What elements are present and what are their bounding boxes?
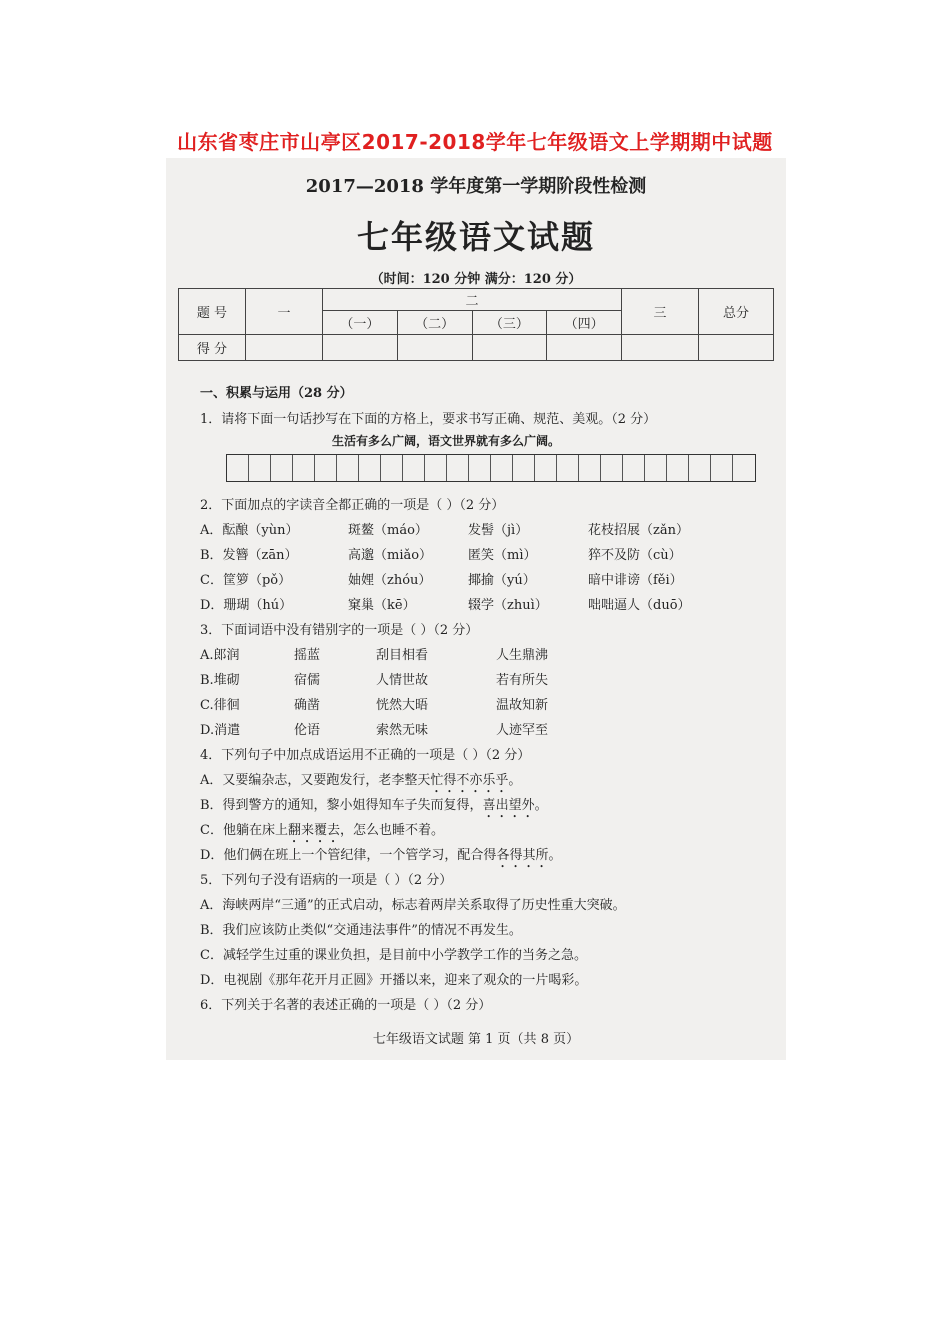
score-table-row-label: 得 分 [179,335,246,361]
q3-option-d-3: 索然无味 [376,723,429,738]
score-table [178,288,774,361]
q3-option-d-1: D.消遣 [200,723,241,738]
score-table-col-two: 二 [323,289,622,311]
q5-option-c: C．减轻学生过重的课业负担，是目前中小学教学工作的当务之急。 [200,948,587,963]
q3-option-c-3: 恍然大晤 [376,698,429,713]
q5-option-d: D．电视剧《那年花开月正圆》开播以来，迎来了观众的一片喝彩。 [200,973,588,988]
q2-option-a-1: A．酝酿（yùn） [200,523,299,538]
score-cell [397,335,472,361]
q2-option-d-2: 窠巢（kē） [348,598,416,613]
score-cell [246,335,323,361]
document-title: 山东省枣庄市山亭区2017-2018学年七年级语文上学期期中试题 [177,130,773,154]
q4-option-a: A．又要编杂志，又要跑发行，老李整天忙得不亦乐乎。 [200,773,522,788]
score-table-col-three: 三 [622,289,699,335]
q2-option-b-3: 匿笑（mì） [468,548,537,563]
q2-option-c-4: 暗中诽谤（fěi） [588,573,683,588]
q2-option-b-1: B．发簪（zān） [200,548,298,563]
q2-option-c-1: C．筐箩（pǒ） [200,573,292,588]
score-cell [622,335,699,361]
q3-option-a-3: 刮目相看 [376,648,429,663]
scanned-exam-page [166,158,786,1060]
subject-title: 七年级语文试题 [356,218,595,256]
score-table-subcol: （三） [472,311,547,335]
q4-option-b-idiom: 喜出望外 [482,798,535,813]
q2-option-b-4: 猝不及防（cù） [588,548,682,563]
q5-option-b: B．我们应该防止类似“交通违法事件”的情况不再发生。 [200,923,522,938]
q2-option-d-3: 辍学（zhuì） [468,598,548,613]
q2-option-b-2: 高邈（miǎo） [348,548,433,563]
q2-option-d-1: D．珊瑚（hú） [200,598,293,613]
q2-option-d-4: 咄咄逼人（duō） [588,598,691,613]
q3-option-b-3: 人情世故 [376,673,429,688]
question-5: 5．下列句子没有语病的一项是（ ）（2 分） [200,873,453,888]
score-table-row-label: 题 号 [179,289,246,335]
score-table-subcol: （二） [397,311,472,335]
q3-option-b-4: 若有所失 [496,673,549,688]
q4-option-d-idiom: 各得其所 [496,848,549,863]
score-cell [323,335,398,361]
q2-option-c-3: 揶揄（yú） [468,573,536,588]
score-cell [699,335,774,361]
q3-option-c-1: C.徘徊 [200,698,240,713]
question-3: 3．下面词语中没有错别字的一项是（ ）（2 分） [200,623,479,638]
q3-option-a-2: 摇蓝 [294,648,321,663]
question-1-sample-sentence: 生活有多么广阔，语文世界就有多么广阔。 [332,434,561,448]
q3-option-b-2: 宿儒 [294,673,321,688]
q3-option-d-2: 伦语 [294,723,321,738]
score-table-col-one: 一 [246,289,323,335]
writing-grid[interactable] [226,454,756,482]
q4-option-c: C．他躺在床上翻来覆去，怎么也睡不着。 [200,823,444,838]
section-heading: 一、积累与运用（28 分） [200,386,353,401]
question-2: 2．下面加点的字读音全都正确的一项是（ ）（2 分） [200,498,505,513]
q3-option-a-4: 人生鼎沸 [496,648,549,663]
q3-option-c-2: 确凿 [294,698,321,713]
exam-title: 2017—2018 学年度第一学期阶段性检测 [305,176,647,197]
q2-option-a-3: 发髻（jì） [468,523,529,538]
q4-option-d: D．他们俩在班上一个管纪律，一个管学习，配合得各得其所。 [200,848,562,863]
question-6: 6．下列关于名著的表述正确的一项是（ ）（2 分） [200,998,492,1013]
score-cell [547,335,622,361]
q2-option-a-4: 花枝招展（zǎn） [588,523,689,538]
score-cell [472,335,547,361]
question-4: 4．下列句子中加点成语运用不正确的一项是（ ）（2 分） [200,748,531,763]
page-footer: 七年级语文试题 第 1 页（共 8 页） [372,1032,580,1047]
score-table-col-total: 总分 [699,289,774,335]
q3-option-c-4: 温故知新 [496,698,549,713]
q4-option-a-idiom: 忙得不亦乐乎 [430,773,509,788]
q2-option-a-2: 斑鳌（máo） [348,523,428,538]
q2-option-c-2: 妯娌（zhóu） [348,573,432,588]
score-table-subcol: （四） [547,311,622,335]
time-info: （时间：120 分钟 满分：120 分） [370,272,582,287]
score-table-subcol: （一） [323,311,398,335]
q3-option-d-4: 人迹罕至 [496,723,549,738]
q4-option-c-idiom: 翻来覆去 [287,823,340,838]
question-1: 1．请将下面一句话抄写在下面的方格上，要求书写正确、规范、美观。（2 分） [200,412,657,427]
q3-option-a-1: A.郎润 [200,648,240,663]
q4-option-b: B．得到警方的通知，黎小姐得知车子失而复得，喜出望外。 [200,798,548,813]
q3-option-b-1: B.堆砌 [200,673,240,688]
q5-option-a: A．海峡两岸“三通”的正式启动，标志着两岸关系取得了历史性重大突破。 [200,898,626,913]
